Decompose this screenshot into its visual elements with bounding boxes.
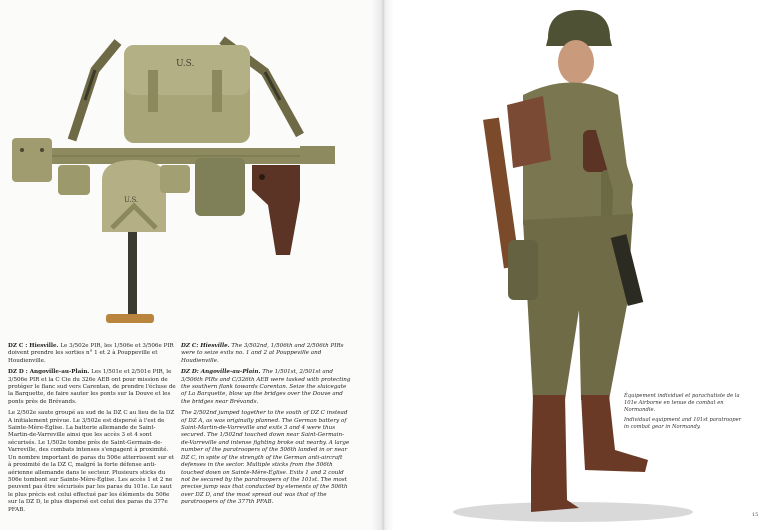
caption-french: Équipement individuel et parachutiste de la 101e Airborne en tenue de combat en Normandie.	[624, 393, 740, 413]
bag-marking: U.S.	[176, 59, 195, 69]
equipment-photo	[0, 0, 383, 340]
en-paragraph-dz-d: The 1/501st, 2/501st and 3/506th PIRs and C/326th AEB were tasked with protecting the southern flank towards Carentan. Seize the sluicegate of La Barquette, blow up the bridges over the Douve and the bridges near Brévands.	[181, 369, 351, 405]
en-lead-dz-c: DZ C: Hiesville.	[181, 343, 230, 349]
left-page	[0, 0, 383, 530]
fr-lead-dz-c: DZ C : Hiesville.	[8, 343, 59, 349]
caption-english: Individual equipment and 101st paratrooper in combat gear in Normandy.	[624, 417, 742, 431]
fr-paragraph-dz-d: Les 1/501e et 2/501e PIR, le 3/506e PIR et la C Cie du 326e AEB ont pour mission de protéger le flanc sud vers Carentan, de prendre l'écluse de la Barquette, de faire sauter les ponts sur la Douve et les ponts près de Brévands.	[8, 369, 176, 405]
english-column	[181, 343, 351, 511]
french-column	[8, 343, 176, 518]
paratrooper-photo	[383, 0, 771, 530]
fr-lead-dz-d: DZ D : Angoville-au-Plain.	[8, 369, 90, 376]
right-page	[383, 0, 771, 530]
en-paragraph-jump: The 2/502nd jumped together to the south of DZ C instead of DZ A, as was originally planned. The German battery of Saint-Martin-de-Varreville and exits 3 and 4 were thus secured. The 1/502nd touched down near Saint-Germain-de-Varreville and intense fighting broke out nearby. A large number of the paratroopers of the 506th landed in or near DZ C, in spite of the strength of the German anti-aircraft defenses in the sector. Multiple sticks from the 506th touched down on Sainte-Mère-Église. Exits 1 and 2 could not be secured by the paratroopers of the 101st. The most precise jump was that conducted by elements of the 506th over DZ D, and the most spread out was that of the paratroopers of the 377th PFAB.	[181, 410, 350, 506]
fr-paragraph-jump: Le 2/502e saute groupé au sud de la DZ C au lieu de la DZ A initialement prévue. Le 3/502e est dispersé à l'est de Sainte-Mère-Église. La batterie allemande de Saint-Martin-de-Varreville ainsi que les accès 3 et 4 sont sécurisés. Le 1/502e tombe près de Saint-Germain-de-Varreville, des combats intenses s'engagent à proximité. Un nombre important de paras du 506e atterrissent sur et à proximité de la DZ C, malgré la forte défense anti-aérienne allemande dans le secteur. Plusieurs sticks du 506e tombent sur Sainte-Mère-Église. Les accès 1 et 2 ne peuvent pas être sécurisés par les paras du 101e. Le saut le plus précis est celui effectué par les éléments du 506e sur la DZ D, le plus dispersé est celui des paras du 377e PFAB.	[8, 410, 175, 513]
gutter-shadow	[372, 0, 394, 530]
en-lead-dz-d: DZ D: Angoville-au-Plain.	[181, 369, 261, 376]
pouch-marking: U.S.	[124, 196, 139, 204]
page-number: 15	[752, 512, 759, 518]
fr-paragraph-dz-c: Le 3/502e PIR, les 1/506e et 3/506e PIR doivent prendre les sorties n° 1 et 2 à Pouppeville et Houdienville.	[8, 343, 174, 364]
en-paragraph-dz-c: The 3/502nd, 1/506th and 2/506th PIRs were to seize exits no. 1 and 2 at Pouppeville and Houdienville.	[181, 343, 344, 364]
photo-caption	[624, 393, 744, 431]
